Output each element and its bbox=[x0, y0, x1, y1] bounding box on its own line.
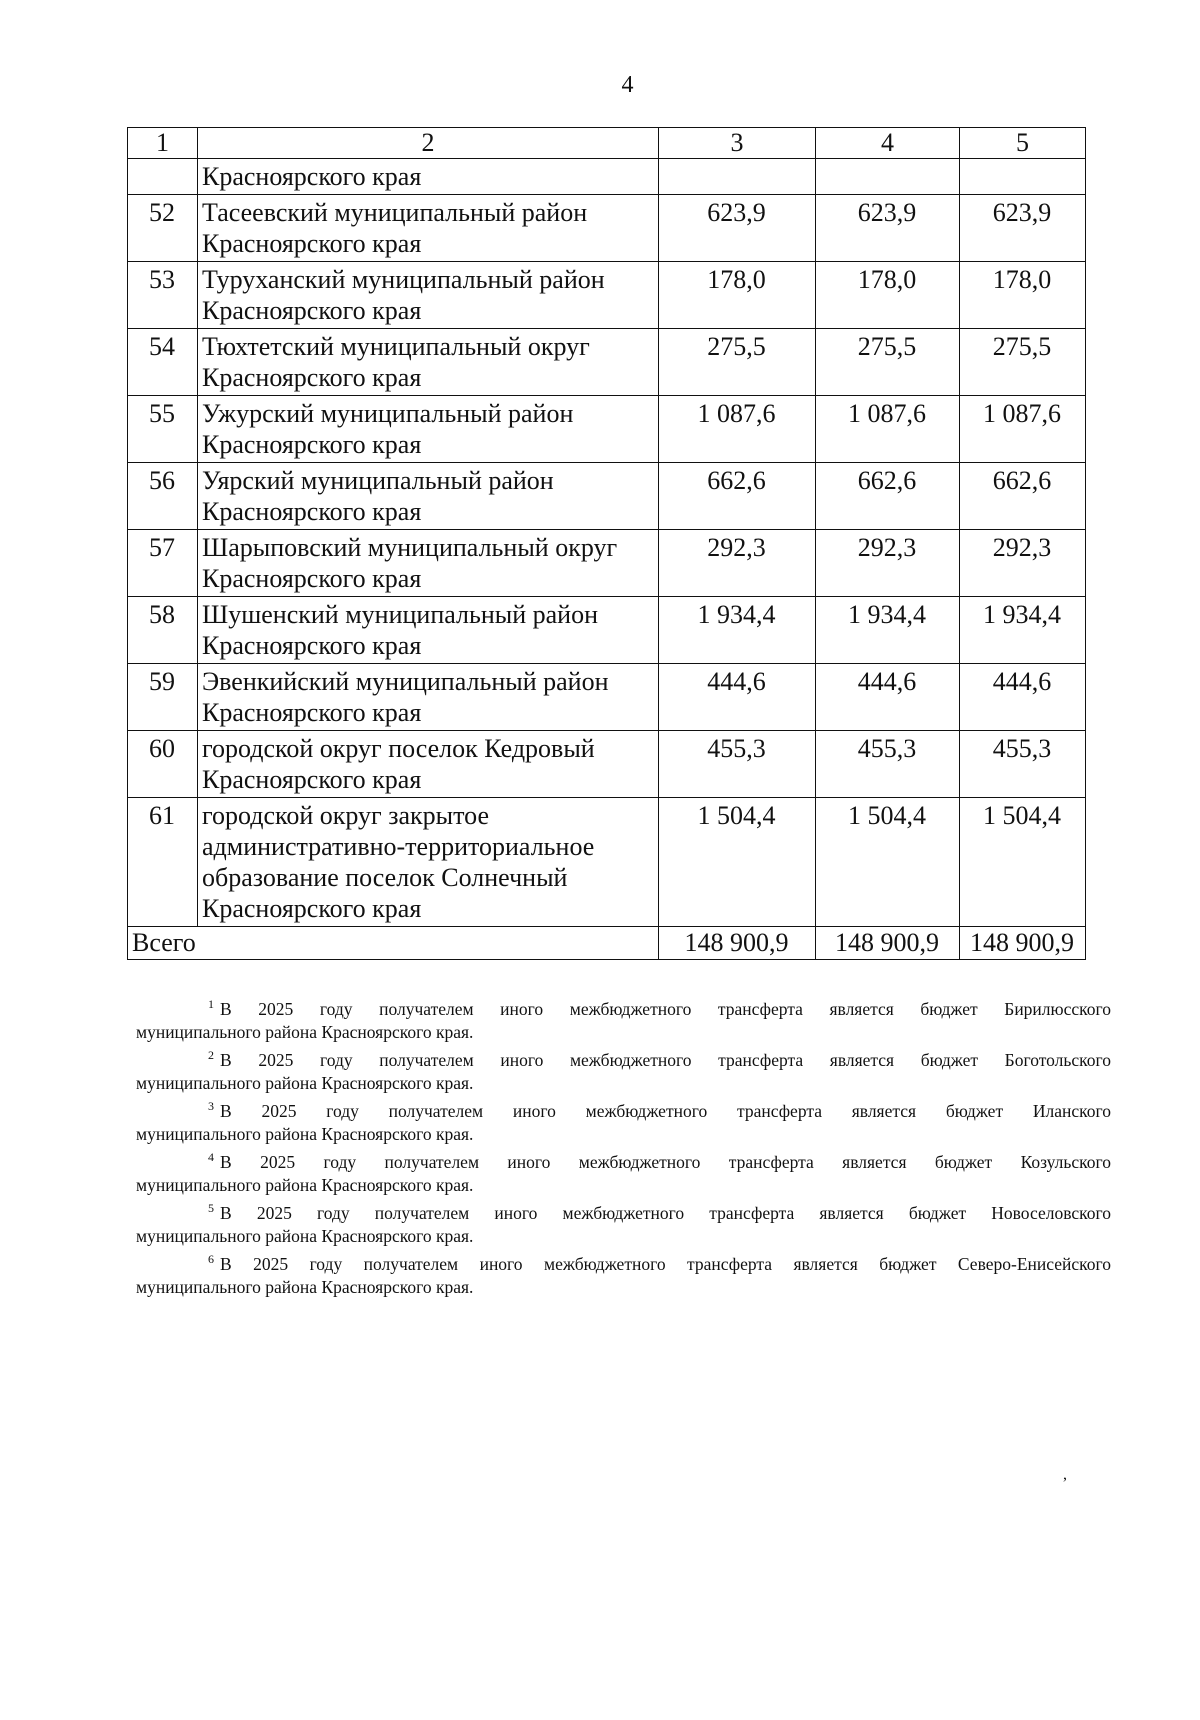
value-col-5 bbox=[960, 159, 1086, 195]
footnotes bbox=[136, 993, 1111, 1299]
continued-row bbox=[128, 159, 1086, 195]
municipality-name: Ужурский муниципальный район Красноярского края bbox=[198, 396, 659, 463]
value-col-4: 623,9 bbox=[816, 195, 960, 262]
row-number: 53 bbox=[128, 262, 198, 329]
row-number: 54 bbox=[128, 329, 198, 396]
row-number: 56 bbox=[128, 463, 198, 530]
municipality-name: Шушенский муниципальный район Красноярского края bbox=[198, 597, 659, 664]
value-col-3: 1 504,4 bbox=[659, 798, 816, 927]
value-col-3 bbox=[659, 159, 816, 195]
footnote bbox=[136, 1197, 1111, 1248]
footnote-first-line bbox=[136, 993, 1111, 1021]
municipality-name: городской округ поселок Кедровый Красноярского края bbox=[198, 731, 659, 798]
footnote-continuation: муниципального района Красноярского края. bbox=[136, 1073, 474, 1093]
footnote-first-line bbox=[136, 1095, 1111, 1123]
footnote-marker: 2 bbox=[208, 1048, 214, 1062]
value-col-4: 455,3 bbox=[816, 731, 960, 798]
value-col-5: 292,3 bbox=[960, 530, 1086, 597]
value-col-5: 662,6 bbox=[960, 463, 1086, 530]
value-col-5: 455,3 bbox=[960, 731, 1086, 798]
table-row bbox=[128, 731, 1086, 798]
footnote bbox=[136, 1095, 1111, 1146]
header-cell-5: 5 bbox=[960, 128, 1086, 159]
scan-speck: , bbox=[1063, 1466, 1067, 1483]
table-row bbox=[128, 664, 1086, 731]
table-row bbox=[128, 396, 1086, 463]
row-number: 59 bbox=[128, 664, 198, 731]
table-row bbox=[128, 530, 1086, 597]
header-cell-1: 1 bbox=[128, 128, 198, 159]
footnote-marker: 3 bbox=[208, 1099, 214, 1113]
table-row bbox=[128, 262, 1086, 329]
value-col-5: 178,0 bbox=[960, 262, 1086, 329]
table-row bbox=[128, 798, 1086, 927]
footnote bbox=[136, 1146, 1111, 1197]
footnote-first-line bbox=[136, 1044, 1111, 1072]
value-col-3: 623,9 bbox=[659, 195, 816, 262]
header-cell-3: 3 bbox=[659, 128, 816, 159]
value-col-4: 275,5 bbox=[816, 329, 960, 396]
value-col-4: 1 504,4 bbox=[816, 798, 960, 927]
value-col-4: 444,6 bbox=[816, 664, 960, 731]
table-row bbox=[128, 597, 1086, 664]
footnote-marker: 1 bbox=[208, 997, 214, 1011]
total-value-5: 148 900,9 bbox=[960, 927, 1086, 960]
value-col-3: 275,5 bbox=[659, 329, 816, 396]
row-number: 52 bbox=[128, 195, 198, 262]
value-col-5: 1 087,6 bbox=[960, 396, 1086, 463]
footnote-continuation: муниципального района Красноярского края. bbox=[136, 1022, 474, 1042]
footnote-text: В 2025 году получателем иного межбюджетного трансферта является бюджет Бирилюсского bbox=[220, 999, 1111, 1019]
municipality-name: Уярский муниципальный район Красноярского края bbox=[198, 463, 659, 530]
municipality-name: Эвенкийский муниципальный район Красноярского края bbox=[198, 664, 659, 731]
footnote-continuation: муниципального района Красноярского края. bbox=[136, 1175, 474, 1195]
row-number: 58 bbox=[128, 597, 198, 664]
header-cell-2: 2 bbox=[198, 128, 659, 159]
value-col-3: 1 934,4 bbox=[659, 597, 816, 664]
total-label: Всего bbox=[128, 927, 659, 960]
footnote-continuation: муниципального района Красноярского края. bbox=[136, 1226, 474, 1246]
footnote bbox=[136, 993, 1111, 1044]
value-col-4: 1 087,6 bbox=[816, 396, 960, 463]
municipality-name: Туруханский муниципальный район Красноярского края bbox=[198, 262, 659, 329]
footnote bbox=[136, 1044, 1111, 1095]
value-col-3: 455,3 bbox=[659, 731, 816, 798]
page-number: 4 bbox=[621, 72, 634, 98]
value-col-3: 292,3 bbox=[659, 530, 816, 597]
footnote-text: В 2025 году получателем иного межбюджетного трансферта является бюджет Новоселовского bbox=[220, 1203, 1111, 1223]
row-number: 55 bbox=[128, 396, 198, 463]
value-col-4: 292,3 bbox=[816, 530, 960, 597]
value-col-5: 444,6 bbox=[960, 664, 1086, 731]
value-col-4 bbox=[816, 159, 960, 195]
table-row bbox=[128, 195, 1086, 262]
value-col-4: 178,0 bbox=[816, 262, 960, 329]
header-cell-4: 4 bbox=[816, 128, 960, 159]
value-col-3: 662,6 bbox=[659, 463, 816, 530]
footnote bbox=[136, 1248, 1111, 1299]
row-number: 57 bbox=[128, 530, 198, 597]
value-col-3: 1 087,6 bbox=[659, 396, 816, 463]
municipality-name: Шарыповский муниципальный округ Красноярского края bbox=[198, 530, 659, 597]
total-value-3: 148 900,9 bbox=[659, 927, 816, 960]
row-number: 61 bbox=[128, 798, 198, 927]
value-col-4: 1 934,4 bbox=[816, 597, 960, 664]
row-number bbox=[128, 159, 198, 195]
footnote-first-line bbox=[136, 1248, 1111, 1276]
total-row bbox=[128, 927, 1086, 960]
table-row bbox=[128, 463, 1086, 530]
value-col-5: 623,9 bbox=[960, 195, 1086, 262]
footnote-text: В 2025 году получателем иного межбюджетного трансферта является бюджет Боготольского bbox=[220, 1050, 1111, 1070]
footnote-text: В 2025 году получателем иного межбюджетного трансферта является бюджет Иланского bbox=[220, 1101, 1111, 1121]
value-col-5: 1 934,4 bbox=[960, 597, 1086, 664]
value-col-5: 275,5 bbox=[960, 329, 1086, 396]
table-row bbox=[128, 329, 1086, 396]
footnote-first-line bbox=[136, 1197, 1111, 1225]
footnote-marker: 6 bbox=[208, 1252, 214, 1266]
footnote-text: В 2025 году получателем иного межбюджетного трансферта является бюджет Козульского bbox=[220, 1152, 1111, 1172]
footnote-first-line bbox=[136, 1146, 1111, 1174]
municipality-name: Красноярского края bbox=[198, 159, 659, 195]
total-value-4: 148 900,9 bbox=[816, 927, 960, 960]
value-col-3: 444,6 bbox=[659, 664, 816, 731]
value-col-5: 1 504,4 bbox=[960, 798, 1086, 927]
footnote-marker: 5 bbox=[208, 1201, 214, 1215]
municipality-name: городской округ закрытое административно-территориальное образование поселок Солнечный Красноярского края bbox=[198, 798, 659, 927]
footnote-continuation: муниципального района Красноярского края. bbox=[136, 1124, 474, 1144]
footnote-continuation: муниципального района Красноярского края. bbox=[136, 1277, 474, 1297]
value-col-3: 178,0 bbox=[659, 262, 816, 329]
footnote-text: В 2025 году получателем иного межбюджетного трансферта является бюджет Северо-Енисейского bbox=[220, 1254, 1111, 1274]
footnote-marker: 4 bbox=[208, 1150, 214, 1164]
municipality-name: Тюхтетский муниципальный округ Красноярского края bbox=[198, 329, 659, 396]
value-col-4: 662,6 bbox=[816, 463, 960, 530]
budget-table bbox=[127, 127, 1086, 960]
row-number: 60 bbox=[128, 731, 198, 798]
municipality-name: Тасеевский муниципальный район Красноярского края bbox=[198, 195, 659, 262]
table-header-row bbox=[128, 128, 1086, 159]
